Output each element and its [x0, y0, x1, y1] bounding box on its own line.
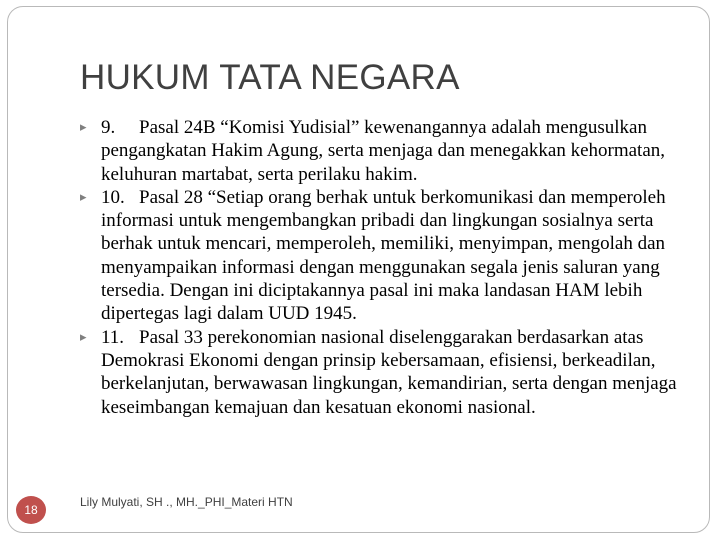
slide-title: HUKUM TATA NEGARA	[80, 58, 460, 97]
slide-footer: Lily Mulyati, SH ., MH._PHI_Materi HTN	[80, 495, 293, 509]
list-item	[80, 186, 680, 326]
list-item	[80, 116, 680, 186]
slide-content	[80, 116, 680, 419]
list-item-text: 9. Pasal 24B “Komisi Yudisial” kewenangannya adalah mengusulkan pengangkatan Hakim Agung, serta menjaga dan menegakkan kehormatan, keluhuran martabat, serta perilaku hakim.	[101, 117, 670, 185]
bullet-arrow-icon: ▸	[80, 120, 87, 135]
list-item-text: 11. Pasal 33 perekonomian nasional diselenggarakan berdasarkan atas Demokrasi Ekonomi dengan prinsip kebersamaan, efisiensi, berkeadilan, berkelanjutan, berwawasan lingkungan, kemandirian, serta dengan menjaga keseimbangan kemajuan dan kesatuan ekonomi nasional.	[101, 326, 682, 418]
page-number-badge	[16, 496, 46, 524]
page-number: 18	[24, 503, 38, 517]
list-item	[80, 326, 680, 419]
bullet-arrow-icon: ▸	[80, 189, 87, 205]
list-item-text: 10. Pasal 28 “Setiap orang berhak untuk berkomunikasi dan memperoleh informasi untuk mengembangkan pribadi dan lingkungan sosialnya serta berhak untuk mencari, memperoleh, memiliki, menyimpan, mengolah dan menyampaikan informasi dengan menggunakan segala jenis saluran yang tersedia. Dengan ini diciptakannya pasal ini maka landasan HAM lebih dipertegas lagi dalam UUD 1945.	[101, 186, 671, 325]
bullet-arrow-icon: ▸	[80, 329, 87, 345]
